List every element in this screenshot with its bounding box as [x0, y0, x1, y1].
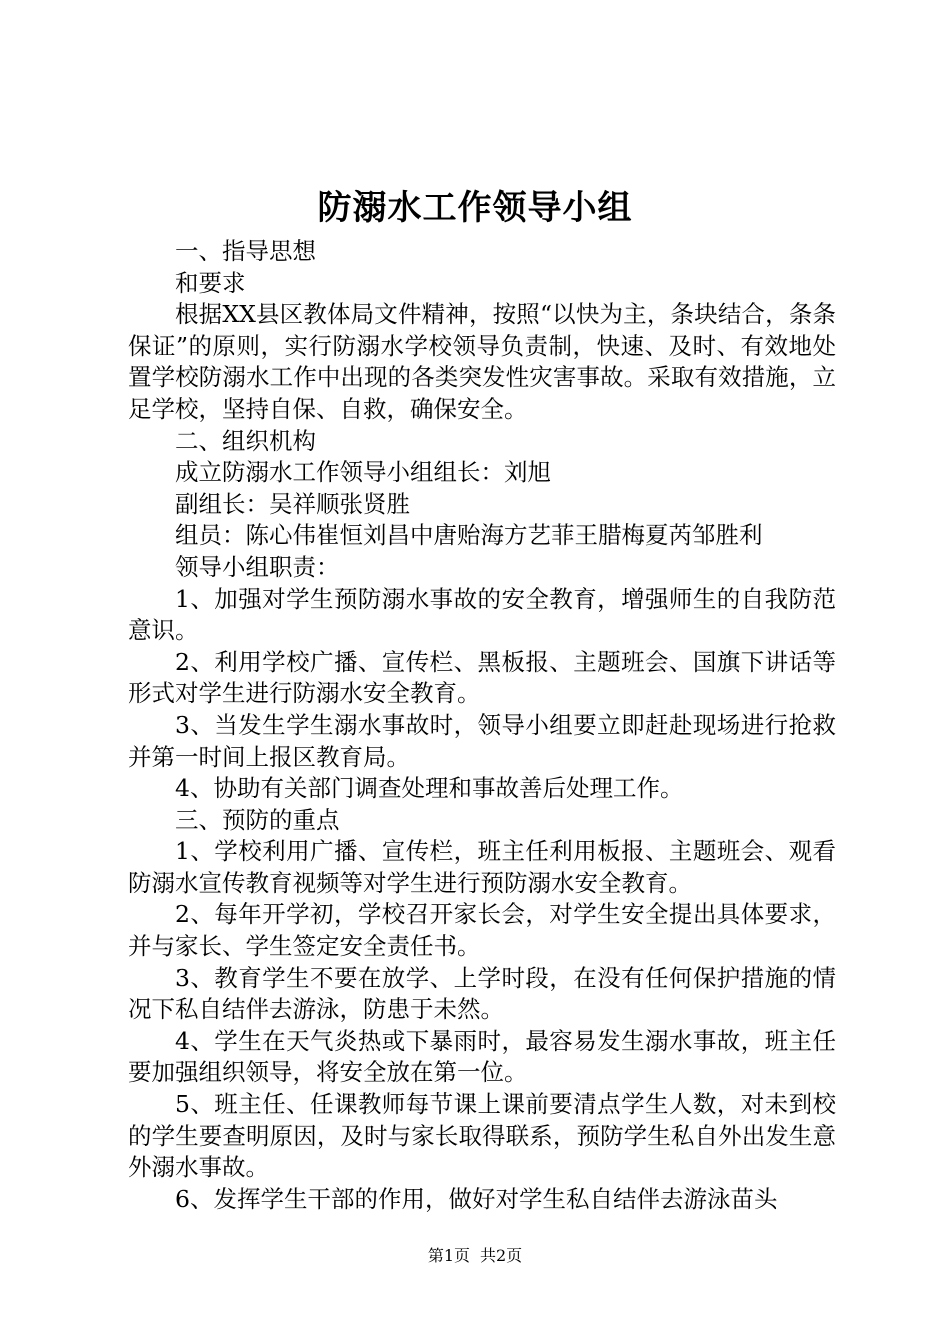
page-total: 共2页: [480, 1246, 523, 1265]
prevention-item-6: 6、发挥学生干部的作用，做好对学生私自结伴去游泳苗头: [175, 1184, 778, 1213]
responsibilities-heading: 领导小组职责：: [175, 552, 340, 581]
page-footer: [0, 1246, 950, 1266]
paragraph-guiding-principle: 根据XX县区教体局文件精神，按照“以快为主，条块结合，条条保证”的原则，实行防溺水学校领导负责制，快速、及时、有效地处置学校防溺水工作中出现的各类突发性灾害事故。采取有效措施，立足学校，坚持自保、自救，确保安全。: [128, 300, 836, 423]
document-title: 防溺水工作领导小组: [317, 188, 633, 228]
prevention-item-2: 2、每年开学初，学校召开家长会，对学生安全提出具体要求，并与家长、学生签定安全责任书。: [128, 900, 836, 961]
responsibility-item-1: 1、加强对学生预防溺水事故的安全教育，增强师生的自我防范意识。: [128, 584, 836, 645]
responsibility-item-3: 3、当发生学生溺水事故时，领导小组要立即赶赴现场进行抢救并第一时间上报区教育局。: [128, 710, 836, 771]
prevention-item-5: 5、班主任、任课教师每节课上课前要清点学生人数，对未到校的学生要查明原因，及时与家长取得联系，预防学生私自外出发生意外溺水事故。: [128, 1090, 836, 1182]
responsibility-item-2: 2、利用学校广播、宣传栏、黑板报、主题班会、国旗下讲话等形式对学生进行防溺水安全教育。: [128, 647, 836, 708]
page-number: 第1页: [427, 1246, 470, 1265]
section-heading-continuation: 和要求: [175, 268, 246, 297]
members-line: 组员：陈心伟崔恒刘昌中唐贻海方艺菲王腊梅夏芮邹胜利: [175, 521, 763, 550]
section-heading-prevention: 三、预防的重点: [175, 805, 340, 834]
group-leader-line: 成立防溺水工作领导小组组长：刘旭: [175, 458, 551, 487]
prevention-item-4: 4、学生在天气炎热或下暴雨时，最容易发生溺水事故，班主任要加强组织领导，将安全放在第一位。: [128, 1026, 836, 1087]
section-heading-organization: 二、组织机构: [175, 426, 316, 455]
prevention-item-1: 1、学校利用广播、宣传栏，班主任利用板报、主题班会、观看防溺水宣传教育视频等对学生进行预防溺水安全教育。: [128, 837, 836, 897]
prevention-item-3: 3、教育学生不要在放学、上学时段，在没有任何保护措施的情况下私自结伴去游泳，防患于未然。: [128, 963, 836, 1024]
section-heading-guiding-ideology: 一、指导思想: [175, 237, 316, 265]
deputy-leader-line: 副组长：吴祥顺张贤胜: [175, 489, 410, 518]
responsibility-item-4: 4、协助有关部门调查处理和事故善后处理工作。: [175, 774, 684, 803]
document-body: [128, 236, 836, 1215]
